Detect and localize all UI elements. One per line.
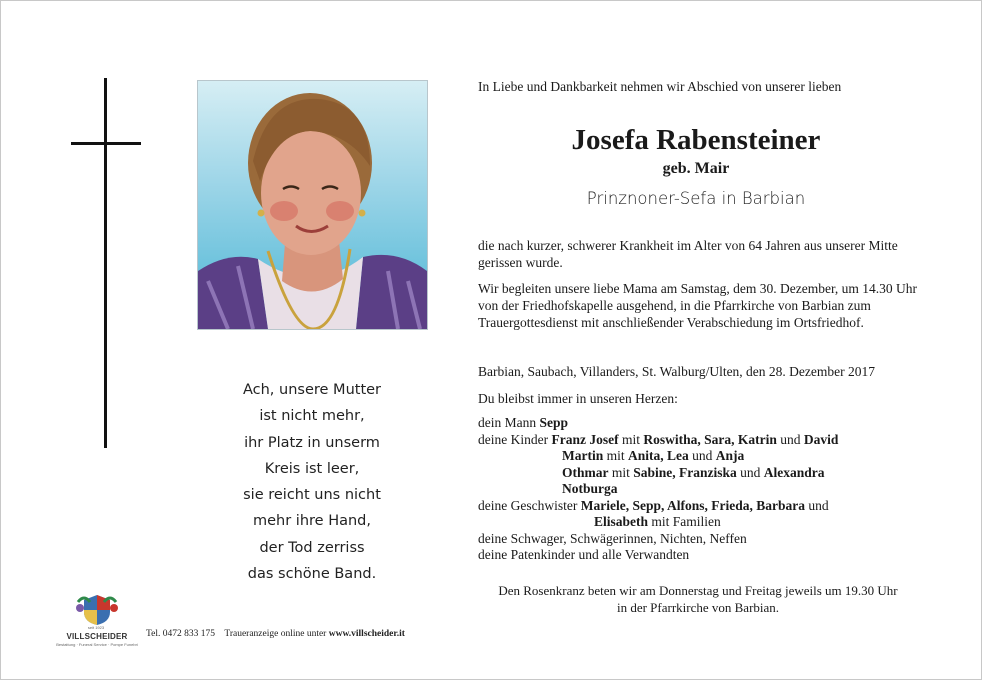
family-row-siblings xyxy=(478,498,918,515)
family-connector: und xyxy=(808,497,829,513)
family-name: Anita, Lea xyxy=(628,448,689,463)
poem-line: das schöne Band. xyxy=(247,566,377,583)
family-name: Notburga xyxy=(562,481,618,496)
poem-line: ihr Platz in unserm xyxy=(244,434,380,451)
paragraph-funeral-text: Wir begleiten unsere liebe Mama am Samstag, dem 30. Dezember, um 14.30 Uhr von der Friedhofskapelle ausgehend, in die Pfarrkirche von Barbian zum Trauergottesdienst mit anschließender Verabschiedung im Ortsfriedhof. xyxy=(478,281,918,330)
footer-online-text: Traueranzeige online unter xyxy=(224,629,327,639)
family-connector: mit xyxy=(611,464,630,480)
family-name: Sabine, Franziska xyxy=(633,464,737,480)
family-connector: und xyxy=(692,448,713,463)
rosary-note xyxy=(478,583,918,616)
family-name: Elisabeth xyxy=(594,514,649,529)
family-row-husband xyxy=(478,415,918,432)
family-row-children xyxy=(478,432,918,449)
poem-line: ist nicht mehr, xyxy=(259,408,365,425)
family-name: Mariele, Sepp, Alfons, Frieda, Barbara xyxy=(580,497,805,513)
logo-since: seit 1923 xyxy=(87,625,105,630)
rosary-line: in der Pfarrkirche von Barbian. xyxy=(616,599,780,615)
logo-name: VILLSCHEIDER xyxy=(66,632,128,641)
place-date: Barbian, Saubach, Villanders, St. Walburg/Ulten, den 28. Dezember 2017 xyxy=(478,364,876,379)
paragraph-illness xyxy=(478,237,918,271)
poem-line: der Tod zerriss xyxy=(259,539,365,556)
family-label: deine Geschwister xyxy=(478,497,578,513)
footer-phone: Tel. 0472 833 175 xyxy=(146,629,215,639)
family-connector: und xyxy=(780,431,801,447)
family-row-siblings-cont xyxy=(478,514,918,531)
poem-line: mehr ihre Hand, xyxy=(253,513,371,530)
poem-line: sie reicht uns nicht xyxy=(243,487,381,504)
paragraph-funeral xyxy=(478,280,918,331)
family-list xyxy=(478,415,918,564)
family-name: Martin xyxy=(562,448,604,463)
family-row-inlaws: deine Schwager, Schwägerinnen, Nichten, Neffen xyxy=(478,530,747,546)
rosary-line: Den Rosenkranz beten wir am Donnerstag und Freitag jeweils um 19.30 Uhr xyxy=(498,583,898,598)
footer xyxy=(146,629,405,639)
family-row-child3 xyxy=(478,465,918,482)
family-connector: und xyxy=(740,464,761,480)
family-name: David xyxy=(803,431,839,447)
family-name: Anja xyxy=(715,448,745,463)
birth-name: geb. Mair xyxy=(662,160,730,177)
paragraph-illness-text: die nach kurzer, schwerer Krankheit im Alter von 64 Jahren aus unserer Mitte gerissen wurde. xyxy=(478,238,898,270)
deceased-name: Josefa Rabensteiner xyxy=(571,124,821,156)
poem xyxy=(222,377,402,587)
poem-line: Kreis ist leer, xyxy=(264,460,360,477)
cross-bar xyxy=(71,142,141,145)
nickname: Prinznoner-Sefa in Barbian xyxy=(586,189,806,208)
family-row-child3-cont xyxy=(478,481,918,498)
family-name: Alexandra xyxy=(763,464,825,480)
intro-text: In Liebe und Dankbarkeit nehmen wir Abschied von unserer lieben xyxy=(478,79,842,94)
poem-line: Ach, unsere Mutter xyxy=(242,382,382,398)
family-name: Othmar xyxy=(562,464,609,480)
family-connector: mit xyxy=(621,431,640,447)
family-connector: mit xyxy=(606,448,625,463)
family-name: Roswitha, Sara, Katrin xyxy=(643,431,777,447)
logo-subtitle: Bestattung · Funeral Service · Pompe Funebri xyxy=(56,642,138,647)
remain-text: Du bleibst immer in unseren Herzen: xyxy=(478,391,678,406)
family-connector: mit Familien xyxy=(651,514,721,529)
family-row-child2 xyxy=(478,448,918,465)
family-row-godchildren: deine Patenkinder und alle Verwandten xyxy=(478,547,690,562)
family-label: dein Mann xyxy=(478,415,537,430)
family-label: deine Kinder xyxy=(478,431,549,447)
family-name: Sepp xyxy=(539,415,569,430)
portrait-photo xyxy=(197,80,428,330)
family-name: Franz Josef xyxy=(551,431,619,447)
footer-website-link[interactable]: www.villscheider.it xyxy=(328,629,405,639)
cross-icon xyxy=(104,78,107,448)
